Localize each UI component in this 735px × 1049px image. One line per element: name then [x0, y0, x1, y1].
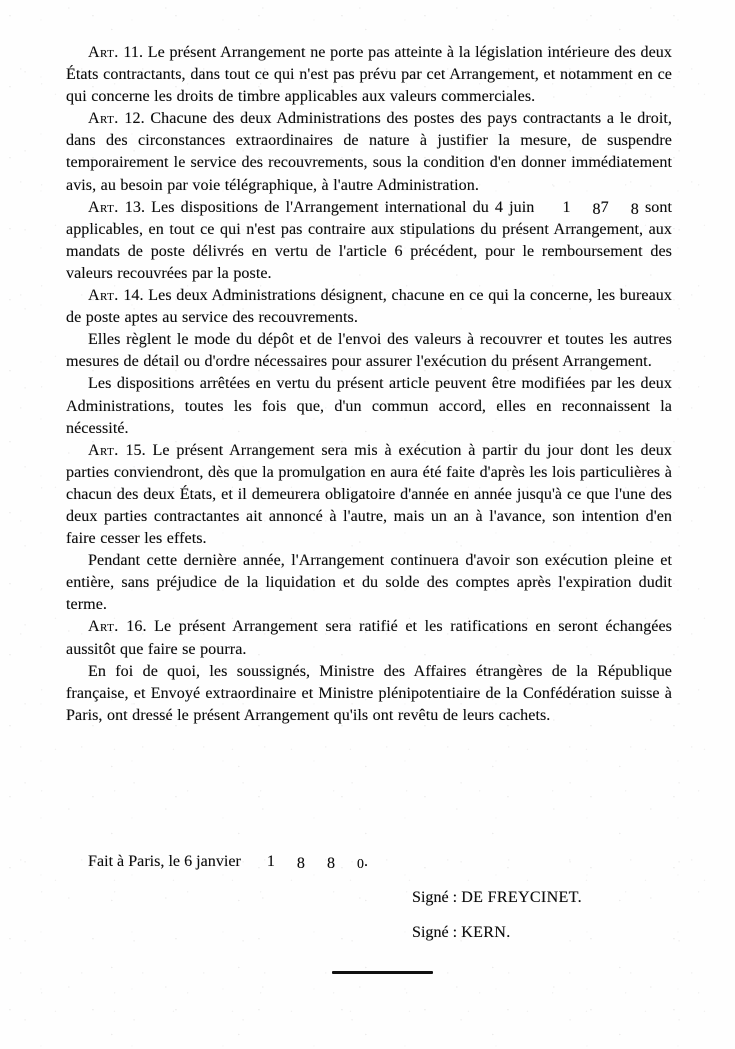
article-body-13-after-year: sont applicables, en tout ce qui n'est pas contraire aux stipulations du présent Arrangement, aux mandats de poste délivrés en vertu de l'article 6 précédent, pour le remboursement des valeurs recouvrées par la poste.: [66, 198, 672, 282]
article-label-13: Art.: [88, 198, 119, 216]
closing-attestation-paragraph: En foi de quoi, les soussignés, Ministre des Affaires étrangères de la République française, et Envoyé extraordinaire et Ministre plénipotentiaire de la Confédération suisse à Paris, ont dressé le présent Arrangement qu'ils ont revêtu de leurs cachets.: [66, 662, 672, 724]
article-label-16: Art.: [88, 618, 119, 636]
article-paragraph-12: [66, 108, 672, 196]
article-body-13-before-year: Les dispositions de l'Arrangement international du 4 juin: [151, 198, 541, 216]
article-label-11: Art.: [88, 44, 119, 61]
article-15-paragraph-2: Pendant cette dernière année, l'Arrangement continuera d'avoir son exécution pleine et entière, sans préjudice de la liquidation et du solde des comptes après l'expiration dudit terme.: [66, 552, 672, 614]
article-label-12: Art.: [88, 110, 119, 128]
article-body-15: Le présent Arrangement sera mis à exécution à partir du jour dont les deux parties conviendront, dès que la promulgation en aura été faite d'après les lois particulières à chacun des deux États, et il demeurera obligatoire d'année en année jusqu'à ce que l'une des deux parties contractantes ait annoncé à l'autre, mais un an à l'avance, son intention d'en faire cesser les effets.: [66, 441, 672, 548]
article-number-15: 15.: [125, 441, 146, 459]
signature-line-kern: [412, 915, 582, 950]
signatory-name-kern: KERN.: [461, 924, 511, 941]
place-and-date-suffix: .: [363, 853, 368, 870]
signature-block: [412, 880, 582, 950]
article-14-paragraph-2: Elles règlent le mode du dépôt et de l'envoi des valeurs à recouvrer et toutes les autres mesures de détail ou d'ordre nécessaires pour assurer l'exécution du présent Arrangement.: [66, 331, 672, 371]
place-and-date-line: [66, 851, 672, 873]
article-number-14: 14.: [123, 287, 144, 305]
article-body-12: Chacune des deux Administrations des postes des pays contractants a le droit, dans des circonstances extraordinaires de nature à justifier la mesure, de suspendre temporairement le service des recouvrements, sous la condition d'en donner immédiatement avis, au besoin par voie télégraphique, à l'autre Administration.: [66, 110, 672, 194]
article-number-16: 16.: [126, 618, 147, 636]
signatory-name-freycinet: DE FREYCINET.: [461, 889, 582, 906]
article-paragraph-13: [66, 197, 672, 285]
article-number-12: 12.: [124, 110, 145, 128]
article-paragraph-14: [66, 285, 672, 329]
signature-prefix-kern: Signé :: [412, 924, 462, 941]
article-label-15: Art.: [88, 441, 119, 459]
article-body-16: Le présent Arrangement sera ratifié et les ratifications en seront échangées aussitôt que faire se pourra.: [66, 618, 672, 658]
article-paragraph-11: [66, 42, 672, 108]
place-and-date-year: 1 8 8 0: [266, 853, 364, 872]
place-and-date-prefix: Fait à Paris, le 6 janvier: [88, 853, 245, 870]
article-body-11: Le présent Arrangement ne porte pas atteinte à la législation intérieure des deux États contractants, dans tout ce qui n'est pas prévu par cet Arrangement, et notamment en ce qui concerne les droits de timbre applicables aux valeurs commerciales.: [66, 44, 672, 106]
article-14-paragraph-3: Les dispositions arrêtées en vertu du présent article peuvent être modifiées par les deux Administrations, toutes les fois que, d'un commun accord, elles en reconnaissent la nécessité.: [66, 375, 672, 437]
signature-line-freycinet: [412, 880, 582, 915]
article-13-year: 1 87 8: [562, 198, 639, 218]
article-number-11: 11.: [123, 44, 144, 61]
signature-prefix-freycinet: Signé :: [412, 889, 462, 906]
article-body-14: Les deux Administrations désignent, chacune en ce qui la concerne, les bureaux de poste aptes au service des recouvrements.: [66, 287, 672, 327]
section-divider-rule: [332, 971, 433, 974]
article-label-14: Art.: [88, 287, 119, 305]
article-paragraph-16: [66, 616, 672, 660]
document-text-column: [66, 34, 672, 727]
article-paragraph-15: [66, 440, 672, 550]
article-number-13: 13.: [124, 198, 146, 216]
